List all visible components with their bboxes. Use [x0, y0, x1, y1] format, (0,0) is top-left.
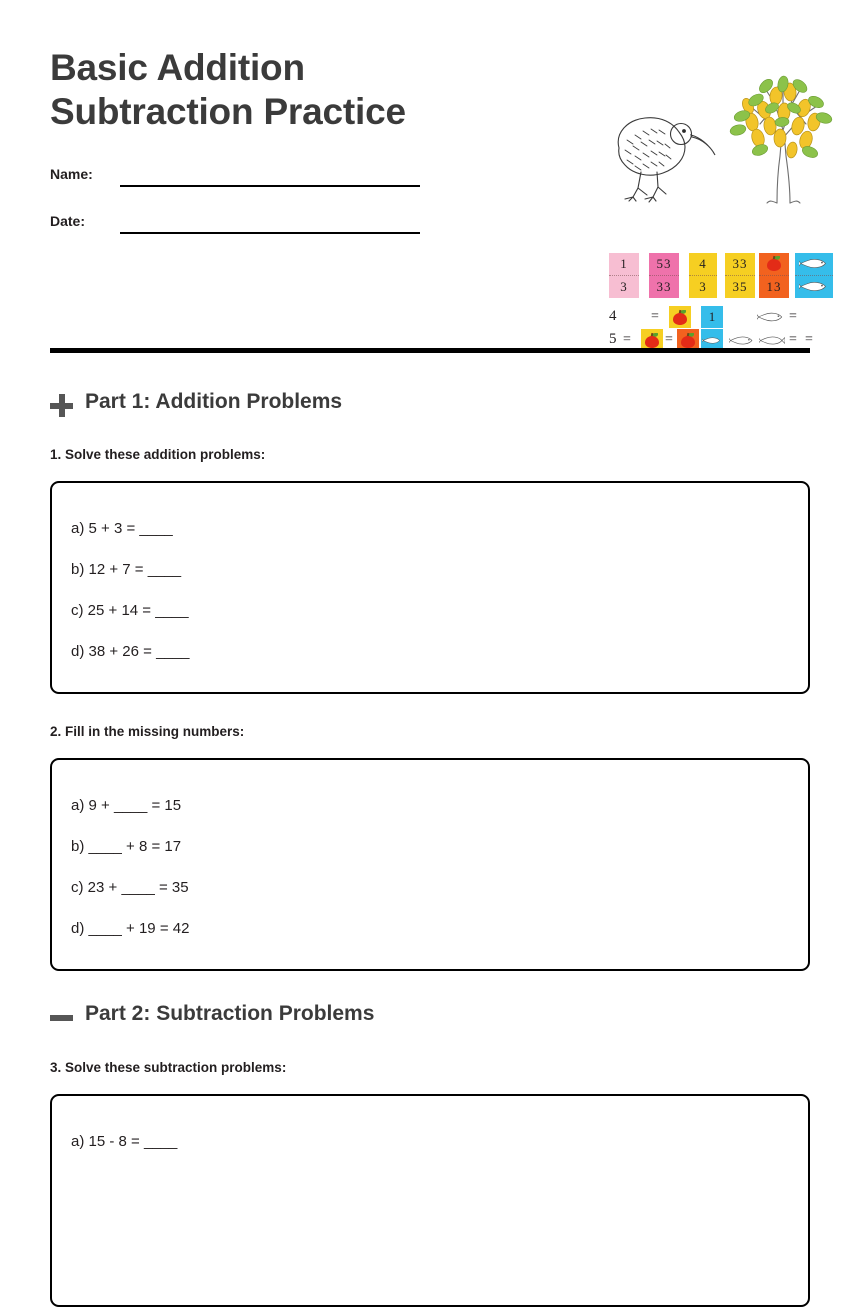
question-1-item-b[interactable]: b) 12 + 7 = ____ — [71, 561, 182, 578]
worksheet-header — [50, 46, 813, 347]
fish-icon — [795, 276, 833, 299]
question-2-box — [50, 758, 810, 971]
fruit-tree-icon — [720, 60, 845, 205]
part-2-title: Part 2: Subtraction Problems — [85, 1002, 375, 1025]
header-divider — [50, 348, 810, 353]
equation-number: 5 — [609, 331, 617, 347]
card-top-value: 1 — [609, 253, 639, 276]
number-card — [725, 253, 755, 298]
date-field-rule[interactable] — [120, 232, 420, 234]
card-top-value: 4 — [689, 253, 717, 276]
number-card — [609, 253, 639, 298]
name-field-rule[interactable] — [120, 185, 420, 187]
equals-sign: = — [623, 332, 631, 347]
question-2-label: 2. Fill in the missing numbers: — [50, 724, 245, 739]
question-1-item-d[interactable]: d) 38 + 26 = ____ — [71, 643, 190, 660]
equals-sign: = — [665, 332, 673, 347]
question-3-item-a[interactable]: a) 15 - 8 = ____ — [71, 1133, 178, 1150]
fish-card — [795, 253, 833, 298]
number-card — [649, 253, 679, 298]
question-3-label: 3. Solve these subtraction problems: — [50, 1060, 287, 1075]
illustration-equation-row — [609, 306, 837, 328]
equals-sign: = — [805, 332, 813, 347]
number-card — [689, 253, 717, 298]
question-1-box — [50, 481, 810, 694]
plus-icon — [50, 394, 73, 417]
card-bottom-value: 3 — [620, 278, 628, 294]
card-bottom-value: 35 — [732, 278, 748, 294]
number-cards-row — [609, 253, 834, 298]
card-top-value: 33 — [725, 253, 755, 276]
question-2-item-b[interactable]: b) ____ + 8 = 17 — [71, 838, 182, 855]
question-1-label: 1. Solve these addition problems: — [50, 447, 266, 462]
page-title-line-2: Subtraction Practice — [50, 91, 406, 132]
card-top-value: 53 — [649, 253, 679, 276]
card-bottom-value: 33 — [656, 278, 672, 294]
card-bottom-value: 3 — [699, 278, 707, 294]
apple-number-card — [759, 253, 789, 298]
illustration-equations — [609, 306, 837, 354]
question-3-box — [50, 1094, 810, 1307]
number-card-mini — [701, 306, 723, 328]
page-title-line-1: Basic Addition — [50, 47, 305, 88]
date-field-label: Date: — [50, 213, 86, 229]
question-1-item-c[interactable]: c) 25 + 14 = ____ — [71, 602, 189, 619]
equals-sign: = — [789, 332, 797, 347]
fish-icon — [795, 253, 833, 276]
page-title — [50, 46, 530, 134]
part-1-title: Part 1: Addition Problems — [85, 390, 343, 413]
question-1-item-a[interactable]: a) 5 + 3 = ____ — [71, 520, 173, 537]
apple-icon — [759, 253, 789, 276]
apple-card — [669, 306, 691, 328]
kiwi-bird-icon — [605, 100, 720, 205]
fish-icon — [757, 310, 785, 328]
question-2-item-d[interactable]: d) ____ + 19 = 42 — [71, 920, 190, 937]
equals-sign: = — [789, 309, 797, 324]
question-2-item-a[interactable]: a) 9 + ____ = 15 — [71, 797, 182, 814]
equation-number: 4 — [609, 308, 617, 324]
card-bottom-value: 13 — [766, 278, 782, 294]
name-field-label: Name: — [50, 166, 93, 182]
equals-sign: = — [651, 309, 659, 324]
minus-icon — [50, 1006, 73, 1029]
mini-card-value: 1 — [708, 309, 716, 324]
question-2-item-c[interactable]: c) 23 + ____ = 35 — [71, 879, 189, 896]
header-illustration — [555, 50, 813, 350]
